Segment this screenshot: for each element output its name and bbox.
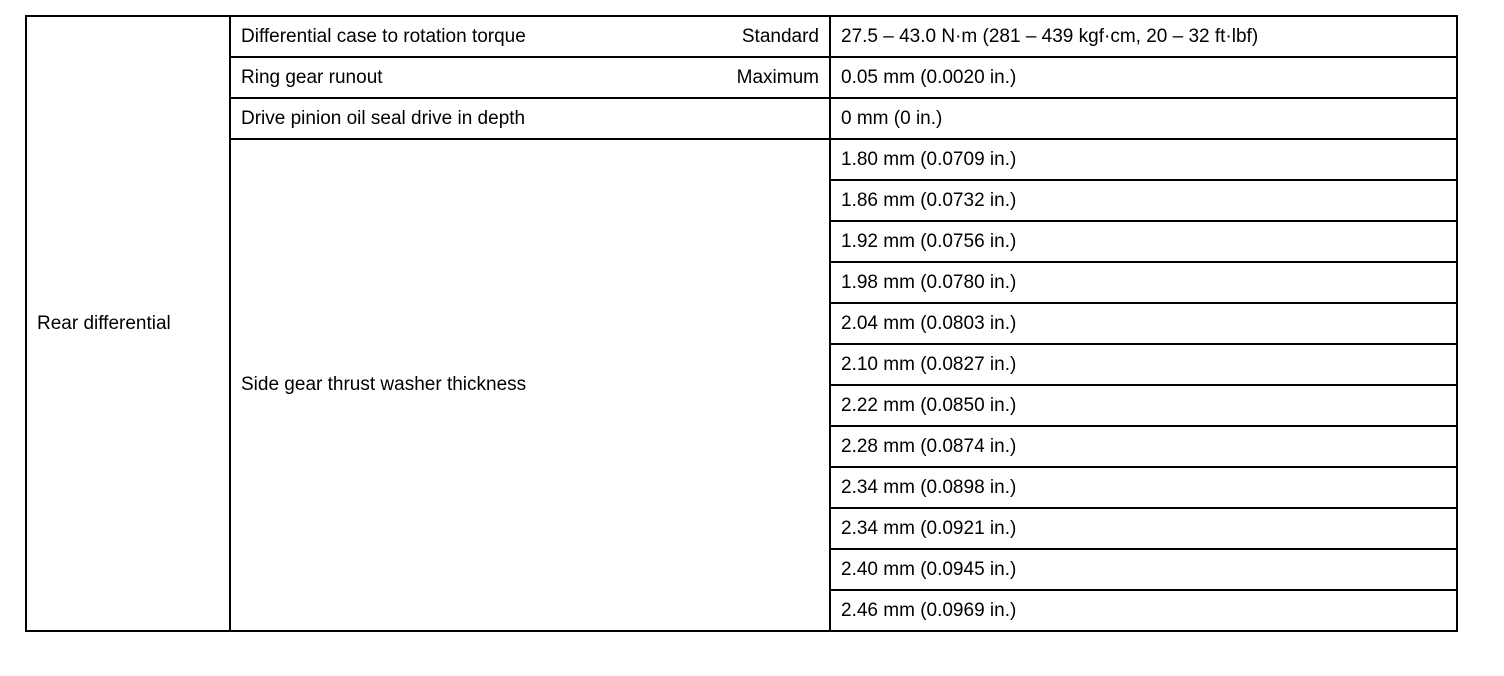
table-row	[26, 57, 1457, 98]
thrust-washer-value: 1.92 mm (0.0756 in.)	[830, 221, 1457, 262]
thrust-washer-value: 2.46 mm (0.0969 in.)	[830, 590, 1457, 631]
spec-qualifier: Standard	[714, 16, 830, 57]
thrust-washer-value: 2.34 mm (0.0898 in.)	[830, 467, 1457, 508]
thrust-washer-value: 2.28 mm (0.0874 in.)	[830, 426, 1457, 467]
spec-table	[25, 15, 1458, 632]
thrust-washer-value: 2.22 mm (0.0850 in.)	[830, 385, 1457, 426]
section-label: Rear differential	[26, 16, 230, 631]
spec-item-name: Drive pinion oil seal drive in depth	[230, 98, 714, 139]
table-row	[26, 98, 1457, 139]
spec-item-name: Differential case to rotation torque	[230, 16, 714, 57]
thrust-washer-value: 2.10 mm (0.0827 in.)	[830, 344, 1457, 385]
thrust-washer-item-name: Side gear thrust washer thickness	[230, 139, 830, 631]
spec-value: 27.5 – 43.0 N·m (281 – 439 kgf·cm, 20 – 32 ft·lbf)	[830, 16, 1457, 57]
thrust-washer-value: 1.98 mm (0.0780 in.)	[830, 262, 1457, 303]
thrust-washer-value: 1.80 mm (0.0709 in.)	[830, 139, 1457, 180]
spec-value: 0 mm (0 in.)	[830, 98, 1457, 139]
thrust-washer-value: 1.86 mm (0.0732 in.)	[830, 180, 1457, 221]
spec-qualifier: Maximum	[714, 57, 830, 98]
spec-item-name: Ring gear runout	[230, 57, 714, 98]
spec-qualifier	[714, 98, 830, 139]
thrust-washer-value: 2.34 mm (0.0921 in.)	[830, 508, 1457, 549]
thrust-washer-value: 2.40 mm (0.0945 in.)	[830, 549, 1457, 590]
thrust-washer-value: 2.04 mm (0.0803 in.)	[830, 303, 1457, 344]
table-row	[26, 16, 1457, 57]
table-row	[26, 139, 1457, 180]
spec-value: 0.05 mm (0.0020 in.)	[830, 57, 1457, 98]
